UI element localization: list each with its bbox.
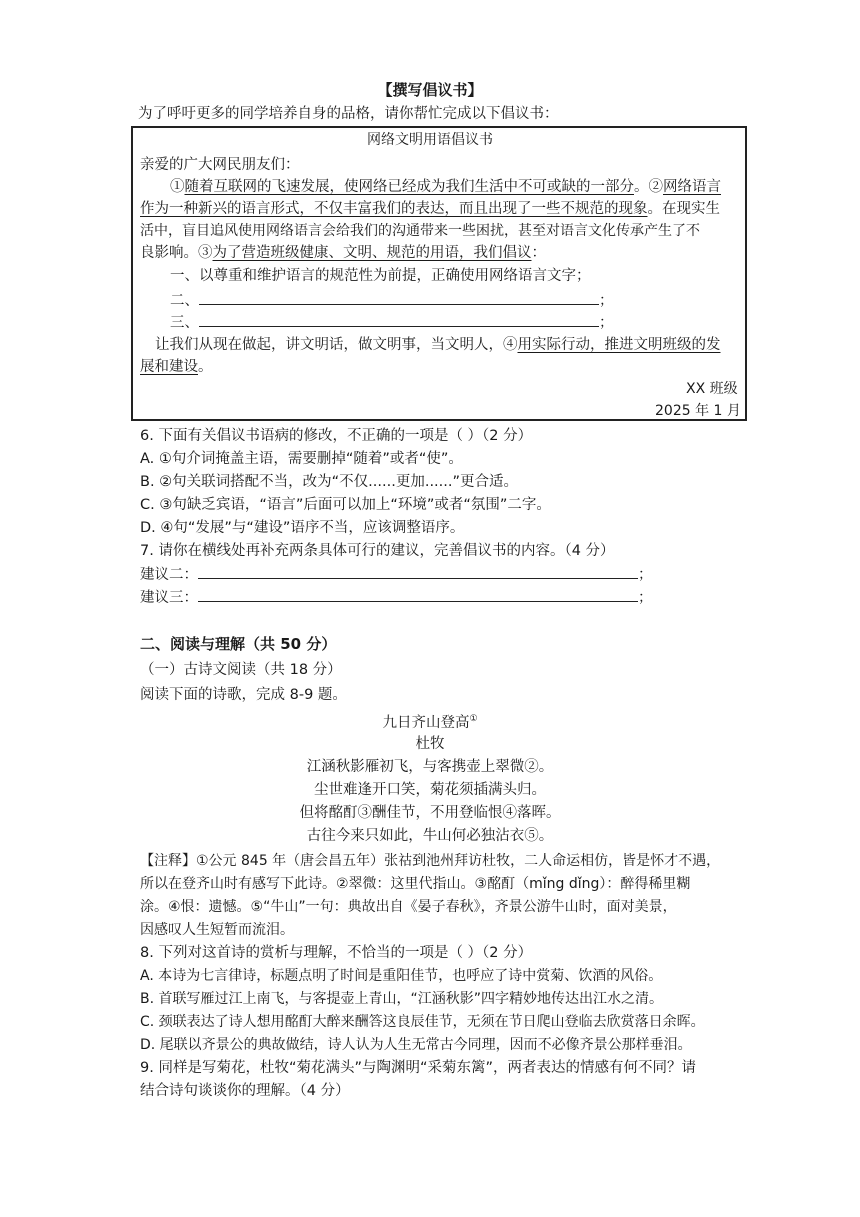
notes-line: 所以在登齐山时有感写下此诗。②翠微：这里代指山。③酩酊（mǐng dǐng）：醉得稀里糊 — [140, 876, 691, 892]
q7-label: 建议二： — [140, 567, 198, 583]
q9-line-2: 结合诗句谈谈你的理解。（4 分） — [140, 1083, 350, 1099]
signature-date — [655, 400, 741, 420]
q6-option-c: C. ③句缺乏宾语，“语言”后面可以加上“环境”或者“氛围”二字。 — [140, 497, 551, 513]
proposal-text: 让我们从现在做起，讲文明话，做文明事，当文明人，④ — [155, 337, 518, 353]
sentence-4: 用实际行动，推进文明班级的发 — [517, 337, 721, 353]
proposal-item-1: 一、以尊重和维护语言的规范性为前提，正确使用网络语言文字； — [170, 268, 591, 284]
poem-line: 但将酩酊③酬佳节，不用登临恨④落晖。 — [299, 805, 561, 821]
q6-option-b: B. ②句关联词搭配不当，改为“不仅......更加......”更合适。 — [140, 474, 518, 490]
task-title: 【撰写倡议书】 — [377, 81, 483, 99]
q9-line-1: 9. 同样是写菊花，杜牧“菊花满头”与陶渊明“采菊东篱”，两者表达的情感有何不同？请 — [140, 1060, 696, 1076]
sentence-2-start: 网络语言 — [663, 179, 721, 195]
q8-option-c: C. 颈联表达了诗人想用酩酊大醉来酬答这良辰佳节，无须在节日爬山登临去欣赏落日余晖。 — [140, 1014, 705, 1030]
item-end: ； — [599, 315, 614, 331]
q6-stem: 6. 下面有关倡议书语病的修改，不正确的一项是（ ）（2 分） — [140, 428, 533, 444]
signature-month: 年 1 月 — [695, 403, 741, 419]
poem-title-text: 九日齐山登高 — [382, 714, 470, 731]
proposal-line-3: 活中，盲目追风使用网络语言会给我们的沟通带来一些困扰，甚至对语言文化传承产生了不 — [140, 223, 700, 239]
notes-line: 涂。④恨：遗憾。⑤“牛山”一句：典故出自《晏子春秋》，齐景公游牛山时，面对美景， — [140, 899, 677, 915]
q7-label: 建议三： — [140, 590, 198, 606]
poem-line: 尘世难逢开口笑，菊花须插满头归。 — [314, 782, 546, 798]
proposal-greeting: 亲爱的广大网民朋友们： — [140, 157, 300, 173]
poem-title — [0, 709, 860, 733]
sentence-3: 为了营造班级健康、文明、规范的用语，我们倡议 — [212, 245, 532, 261]
q7-end: ； — [638, 590, 653, 606]
proposal-closing-1 — [155, 335, 721, 355]
notes-line: 因感叹人生短暂而流泪。 — [140, 922, 294, 938]
proposal-line-4 — [140, 243, 546, 263]
item-end: ； — [599, 293, 614, 309]
q7-stem: 7. 请你在横线处再补充两条具体可行的建议，完善倡议书的内容。（4 分） — [140, 543, 615, 559]
notes-line: 【注释】①公元 845 年（唐会昌五年）张祜到池州拜访杜牧，二人命运相仿，皆是怀才不遇， — [140, 853, 721, 869]
q6-option-a: A. ①句介词掩盖主语，需要删掉“随着”或者“使”。 — [140, 451, 463, 467]
part2-sub: （一）古诗文阅读（共 18 分） — [140, 662, 342, 678]
proposal-item-3 — [170, 312, 614, 333]
sentence-4-end: 展和建设 — [140, 359, 198, 375]
proposal-text: 。在现实生 — [647, 201, 720, 217]
proposal-closing-2 — [140, 357, 213, 377]
proposal-text: 。 — [198, 359, 213, 375]
mark-1: ① — [170, 179, 185, 195]
signature-year: 2025 — [655, 403, 691, 419]
item-label: 二、 — [170, 293, 199, 309]
answer-blank[interactable] — [198, 564, 638, 579]
q8-option-b: B. 首联写雁过江上南飞，与客提壶上青山，“江涵秋影”四字精妙地传达出江水之清。 — [140, 991, 664, 1007]
q8-stem: 8. 下列对这首诗的赏析与理解，不恰当的一项是（ ）（2 分） — [140, 945, 533, 961]
proposal-text: 良影响。③ — [140, 245, 213, 261]
sentence-2-rest: 作为一种新兴的语言形式，不仅丰富我们的表达，而且出现了一些不规范的现象 — [140, 201, 648, 217]
proposal-item-2 — [170, 290, 614, 311]
poem-title-note: ① — [469, 714, 478, 724]
proposal-title: 网络文明用语倡议书 — [367, 132, 493, 148]
poem-line: 江涵秋影雁初飞，与客携壶上翠微②。 — [306, 759, 554, 775]
q7-line-3 — [140, 587, 653, 608]
proposal-line-1 — [170, 177, 721, 197]
proposal-line-2 — [140, 199, 720, 219]
part2-heading: 二、阅读与理解（共 50 分） — [140, 635, 337, 653]
q8-option-a: A. 本诗为七言律诗，标题点明了时间是重阳佳节，也呼应了诗中赏菊、饮酒的风俗。 — [140, 968, 663, 984]
mark-2: 。② — [634, 179, 663, 195]
answer-blank[interactable] — [199, 290, 599, 305]
answer-blank[interactable] — [199, 312, 599, 327]
answer-blank[interactable] — [198, 587, 638, 602]
sentence-1: 随着互联网的飞速发展，使网络已经成为我们生活中不可或缺的一部分 — [184, 179, 634, 195]
q6-option-d: D. ④句“发展”与“建设”语序不当，应该调整语序。 — [140, 520, 465, 536]
item-label: 三、 — [170, 315, 199, 331]
signature-class: XX 班级 — [686, 381, 738, 397]
poem-author: 杜牧 — [415, 736, 445, 752]
q7-end: ； — [638, 567, 653, 583]
q7-line-2 — [140, 564, 653, 585]
proposal-text: ： — [531, 245, 546, 261]
q8-option-d: D. 尾联以齐景公的典故做结，诗人认为人生无常古今同理，因而不必像齐景公那样垂泪。 — [140, 1037, 692, 1053]
poem-line: 古往今来只如此，牛山何必独沾衣⑤。 — [306, 828, 554, 844]
task-intro: 为了呼吁更多的同学培养自身的品格，请你帮忙完成以下倡议书： — [138, 106, 559, 122]
part2-instruction: 阅读下面的诗歌，完成 8-9 题。 — [140, 687, 347, 703]
